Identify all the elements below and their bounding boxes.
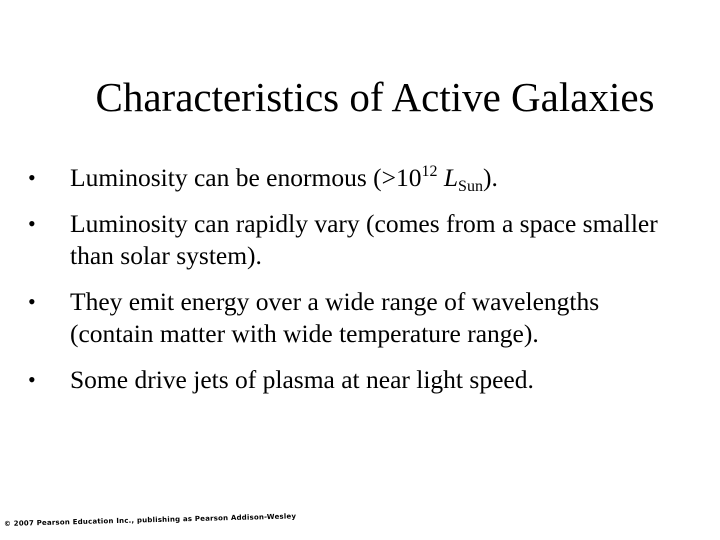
bullet-marker: •	[28, 289, 36, 314]
bullet-text: They emit energy over a wide range of wavelengths (contain matter with wide temperature range).	[70, 287, 600, 348]
copyright-footer: © 2007 Pearson Education Inc., publishing as Pearson Addison-Wesley	[3, 512, 297, 528]
bullet-marker: •	[28, 165, 36, 190]
bullet-text: Some drive jets of plasma at near light speed.	[70, 365, 534, 394]
bullet-marker: •	[28, 367, 36, 392]
bullet-text: Luminosity can rapidly vary (comes from a space smaller than solar system).	[70, 209, 658, 270]
bullet-item	[28, 208, 688, 272]
bullet-marker: •	[28, 211, 36, 236]
bullet-list	[28, 162, 688, 410]
bullet-text-end: ).	[482, 163, 498, 192]
luminosity-symbol: L	[443, 163, 459, 192]
bullet-item	[28, 162, 688, 194]
subscript-sun: Sun	[458, 178, 483, 195]
bullet-text: Luminosity can be enormous (>10	[70, 163, 422, 192]
slide-title: Characteristics of Active Galaxies	[95, 74, 655, 120]
bullet-item	[28, 364, 688, 396]
superscript-exponent: 12	[421, 163, 438, 180]
bullet-item	[28, 286, 688, 350]
